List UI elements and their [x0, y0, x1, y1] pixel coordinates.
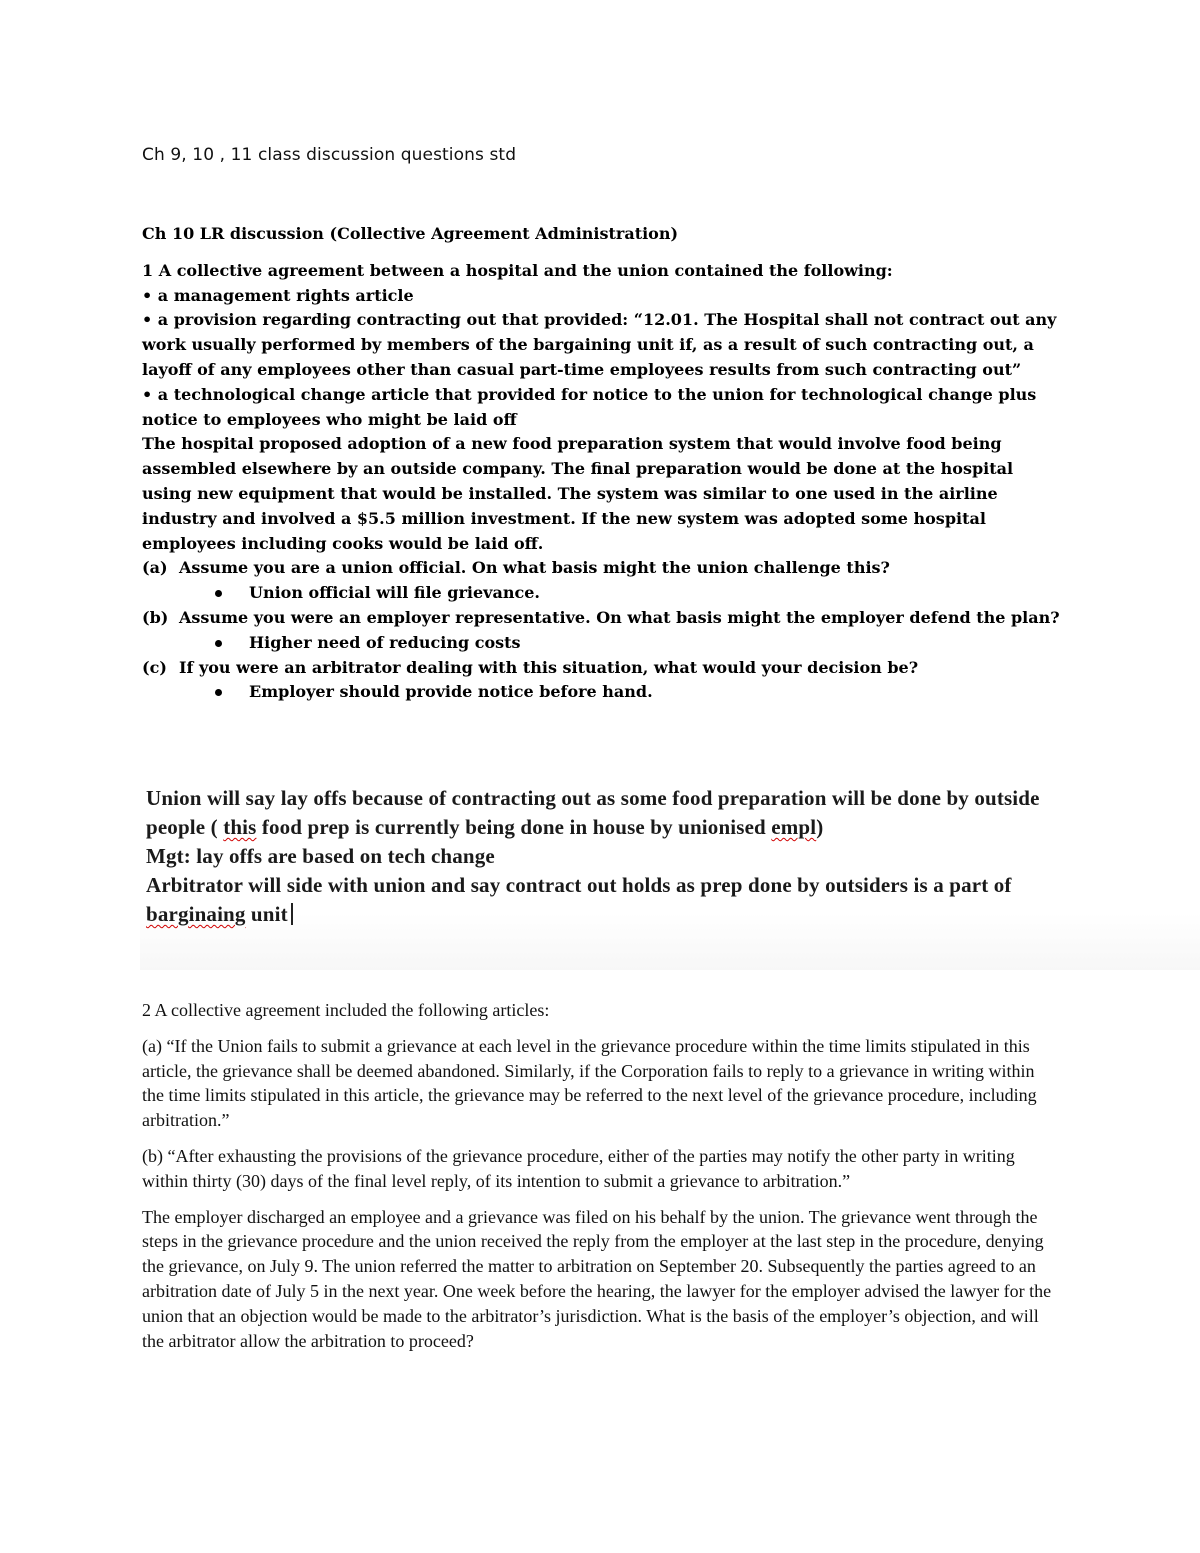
subquestion-a	[142, 556, 1062, 581]
bullet-item: • a provision regarding contracting out that provided: “12.01. The Hospital shall not contract out any work usually performed by members of the bargaining unit if, as a result of such contracting out, a layoff of any employees other than casual part-time employees results from such contracting out”	[142, 310, 1057, 379]
answer-text: Higher need of reducing costs	[249, 632, 521, 652]
bullet-item: • a management rights article	[142, 285, 414, 305]
question-2-intro: 2 A collective agreement included the following articles:	[142, 1000, 550, 1020]
misspelled-word: this	[223, 815, 257, 839]
text-span: )	[816, 815, 824, 839]
answer-text: Employer should provide notice before hand.	[249, 682, 653, 702]
question-1-section	[142, 222, 1062, 705]
answer-line: Arbitrator will side with union and say contract out holds as prep done by outsiders is a part of	[146, 873, 1012, 897]
subquestion-c	[142, 656, 1062, 681]
answer-b	[142, 631, 1062, 656]
answer-text: Union official will file grievance.	[249, 583, 540, 603]
article-a: (a) “If the Union fails to submit a grievance at each level in the grievance procedure within the time limits stipulated in this article, the grievance shall be deemed abandoned. Similarly, if the Corporation fails to reply to a grievance in writing within the time limits stipulated in this article, the grievance may be referred to the next level of the grievance procedure, including arbitration.”	[142, 1035, 1037, 1131]
bullet-dot-icon	[215, 689, 222, 696]
text-span: people (	[146, 815, 224, 839]
pasted-answer-image	[140, 780, 1200, 970]
answer-a	[142, 581, 1062, 606]
article-b: (b) “After exhausting the provisions of the grievance procedure, either of the parties may notify the other party in writing within thirty (30) days of the final level reply, of its intention to submit a grievance to arbitration.”	[142, 1145, 1015, 1191]
text-cursor-icon	[291, 903, 293, 925]
document-header: Ch 9, 10 , 11 class discussion questions std	[142, 145, 517, 165]
pasted-answer-text	[146, 784, 1196, 929]
answer-line: Union will say lay offs because of contracting out as some food preparation will be done by outside	[146, 786, 1040, 810]
question-1-scenario: The hospital proposed adoption of a new food preparation system that would involve food being assembled elsewhere by an outside company. The final preparation would be done at the hospital using new equipment that would be installed. The system was similar to one used in the airline industry and involved a $5.5 million investment. If the new system was adopted some hospital employees including cooks would be laid off.	[142, 434, 1014, 553]
subquestion-text: Assume you are a union official. On what basis might the union challenge this?	[179, 558, 890, 578]
subquestion-text: Assume you were an employer representative. On what basis might the employer defend the plan?	[179, 607, 1060, 627]
subquestion-label: (c)	[142, 657, 167, 677]
answer-line: Mgt: lay offs are based on tech change	[146, 844, 495, 868]
answer-line	[146, 813, 1196, 842]
question-2-section	[142, 998, 1057, 1364]
bullet-item: • a technological change article that provided for notice to the union for technological change plus notice to employees who might be laid off	[142, 384, 1037, 429]
subquestion-label: (a)	[142, 558, 168, 578]
question-1-intro: 1 A collective agreement between a hospital and the union contained the following:	[142, 260, 893, 280]
misspelled-word: barginaing	[146, 902, 246, 926]
text-span: food prep is currently being done in house by unionised	[256, 815, 772, 839]
subquestion-text: If you were an arbitrator dealing with this situation, what would your decision be?	[179, 657, 919, 677]
subquestion-label: (b)	[142, 607, 169, 627]
bullet-dot-icon	[215, 640, 222, 647]
misspelled-word: empl	[771, 815, 817, 839]
bullet-dot-icon	[215, 590, 222, 597]
section-title: Ch 10 LR discussion (Collective Agreement Administration)	[142, 224, 679, 243]
answer-line	[146, 900, 1196, 929]
question-2-scenario: The employer discharged an employee and a grievance was filed on his behalf by the union. The grievance went through the steps in the grievance procedure and the union received the reply from the employer at the last step in the procedure, denying the grievance, on July 9. The union referred the matter to arbitration on September 20. Subsequently the parties agreed to an arbitration date of July 5 in the next year. One week before the hearing, the lawyer for the employer advised the lawyer for the union that an objection would be made to the arbitrator’s jurisdiction. What is the basis of the employer’s objection, and will the arbitrator allow the arbitration to proceed?	[142, 1206, 1052, 1351]
answer-c	[142, 680, 1062, 705]
text-span: unit	[245, 902, 288, 926]
subquestion-b	[142, 606, 1062, 631]
